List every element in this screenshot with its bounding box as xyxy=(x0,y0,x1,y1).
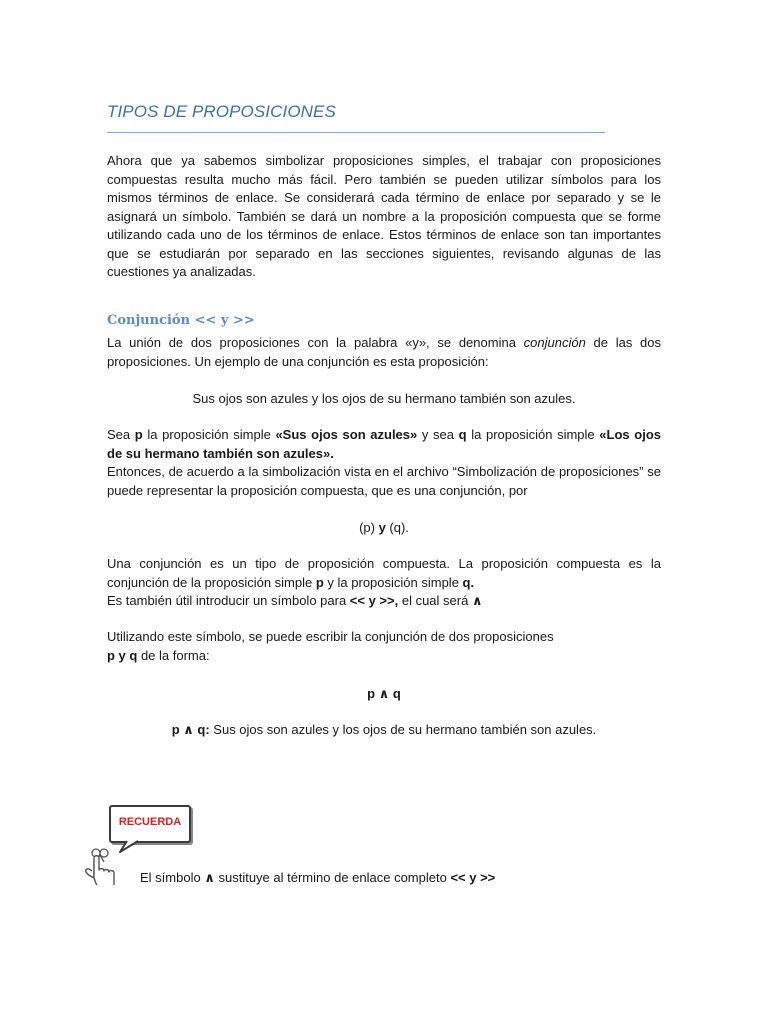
and-symbol: ∧ xyxy=(471,593,483,608)
p-proposition: «Sus ojos son azules» xyxy=(275,427,418,442)
remember-and-symbol: ∧ xyxy=(204,870,215,885)
definition-term: conjunción xyxy=(523,335,586,350)
q-proposition: «Los ojos de su hermano también son azules». xyxy=(107,427,661,461)
intro-text: Ahora que ya sabemos simbolizar proposiciones simples, el trabajar con proposiciones compuestas resulta mucho más fácil. Pero también se pueden utilizar símbolos para los mismos términos de enlace. Se considerará cada término de enlace por separado y se le asignará un símbolo. También se dará un nombre a la proposición compuesta que se forme utilizando cada uno de los términos de enlace. Estos términos de enlace son tan importantes que se estudiarán por separado en las secciones siguientes, revisando algunas de las cuestiones ya analizadas. xyxy=(107,153,661,279)
formula3-label: p ∧ q: xyxy=(171,722,210,737)
conj-text-1: Una conjunción es un tipo de proposición compuesta. La proposición compuesta es la conjunción de la proposición simple xyxy=(107,556,661,590)
definition-paragraph xyxy=(107,334,661,371)
formula-p-y-q xyxy=(107,519,661,537)
using-line-1: Utilizando este símbolo, se puede escribir la conjunción de dos proposiciones xyxy=(107,629,554,644)
remember-text-2: sustituye al término de enlace completo xyxy=(214,870,451,885)
definition-text-start: La unión de dos proposiciones con la palabra «y», se denomina xyxy=(107,335,524,350)
var-p: p xyxy=(134,427,143,442)
example-sentence: Sus ojos son azules y los ojos de su hermano también son azules. xyxy=(192,391,576,406)
var-q: q xyxy=(458,427,467,442)
conj-line2-c: el cual será xyxy=(398,593,472,608)
conj-var-p: p xyxy=(315,574,324,590)
then-text: Entonces, de acuerdo a la simbolización vista en el archivo “Simbolización de proposiciones” se puede representar la proposición compuesta, que es una conjunción, por xyxy=(107,464,661,498)
let-text-4: la proposición simple xyxy=(466,427,600,442)
conj-var-q: q. xyxy=(462,574,475,590)
formula1-left: (p) xyxy=(359,520,379,535)
definition-text-end: de las dos proposiciones. Un ejemplo de una conjunción es esta proposición: xyxy=(107,335,662,369)
let-paragraph xyxy=(107,426,661,500)
using-p-y-q: p y q xyxy=(107,647,138,663)
formula-p-and-q: p ∧ q xyxy=(367,686,401,701)
formula1-right: (q). xyxy=(385,520,409,535)
remember-label: RECUERDA xyxy=(118,816,182,828)
remember-text xyxy=(140,869,495,887)
conj-line2-a: Es también útil introducir un símbolo para xyxy=(107,593,350,608)
formula3-text: Sus ojos son azules y los ojos de su hermano también son azules. xyxy=(209,722,597,737)
conj-line2-y: << y >>, xyxy=(349,593,399,608)
conjunction-paragraph xyxy=(107,555,661,611)
remember-text-1: El símbolo xyxy=(140,870,205,885)
let-text-2: la proposición simple xyxy=(142,427,276,442)
page-title: TIPOS DE PROPOSICIONES xyxy=(107,102,336,121)
let-text-1: Sea xyxy=(107,427,135,442)
formula1-connector: y xyxy=(378,520,386,535)
formula-example xyxy=(107,721,661,739)
let-text-3: y sea xyxy=(417,427,459,442)
using-paragraph xyxy=(107,628,661,665)
remember-text-3: << y >> xyxy=(450,870,496,885)
intro-paragraph xyxy=(107,152,661,282)
section-heading-conjuncion: Conjunción << y >> xyxy=(107,313,255,328)
title-underline xyxy=(107,132,605,133)
using-line-2: de la forma: xyxy=(137,647,210,663)
conj-text-2: y la proposición simple xyxy=(323,574,463,590)
